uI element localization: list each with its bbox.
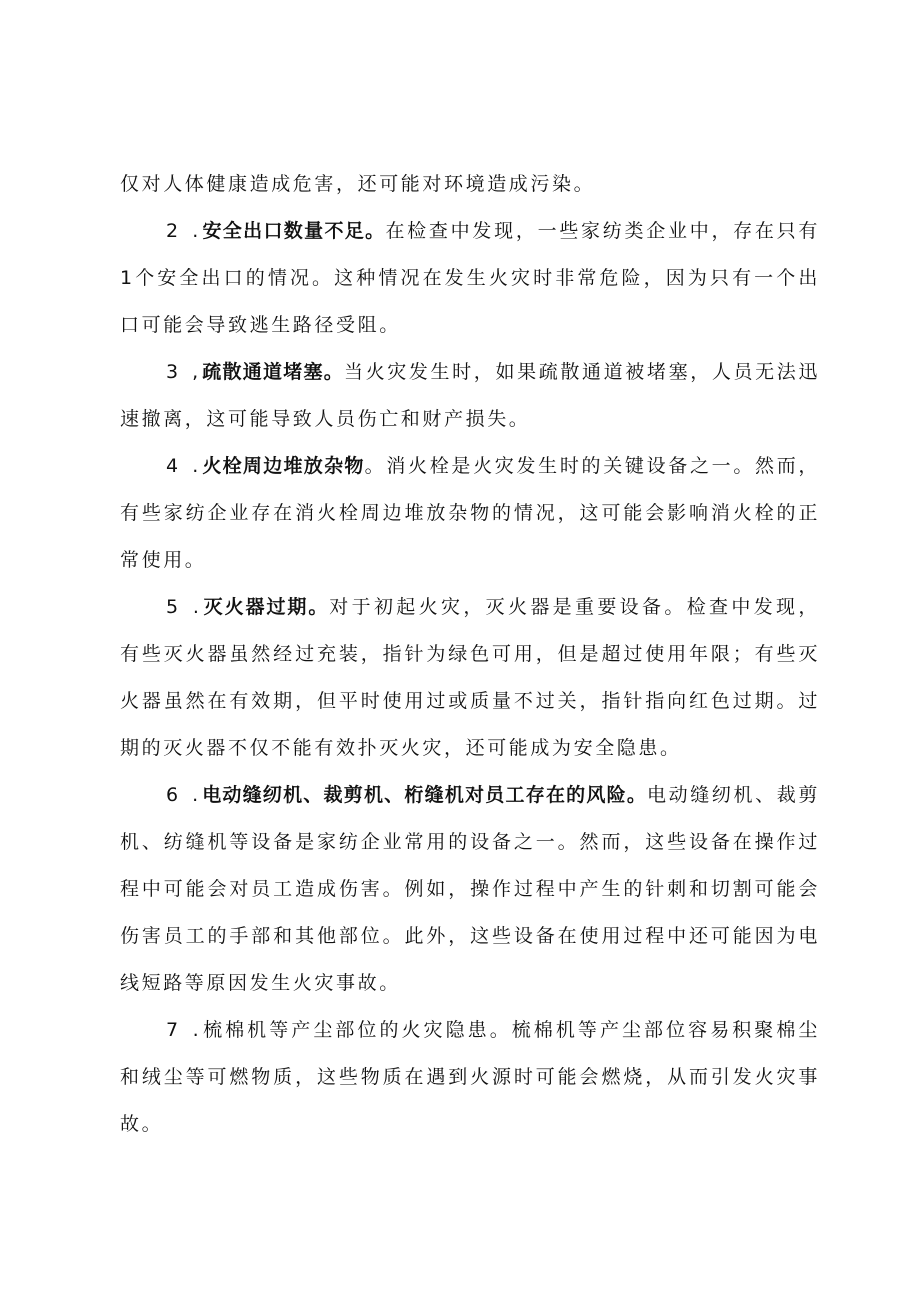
paragraph-item-2: [120, 208, 820, 349]
paragraph-item-4: [120, 443, 820, 584]
document-body: [120, 161, 820, 1148]
paragraph-item-7: [120, 1007, 820, 1148]
item-text: 电动缝纫机、裁剪机、纺缝机等设备是家纺企业常用的设备之一。然而，这些设备在操作过程中可能会对员工造成伤害。例如，操作过程中产生的针刺和切割可能会伤害员工的手部和其他部位。此外，这些设备在使用过程中还可能因为电线短路等原因发生火灾事故。: [120, 784, 820, 994]
item-number: 4 .: [166, 455, 203, 477]
paragraph-item-6: [120, 772, 820, 1007]
paragraph-item-5: [120, 584, 820, 772]
item-number: 3 ,: [166, 361, 203, 383]
item-number: 7 .: [166, 1019, 203, 1041]
paragraph-item-3: [120, 349, 820, 443]
item-heading: 疏散通道堵塞。: [202, 361, 344, 383]
paragraph-text: 仅对人体健康造成危害，还可能对环境造成污染。: [120, 173, 596, 195]
item-text: 当火灾发生时，如果疏散通道被堵塞，人员无法迅速撤离，这可能导致人员伤亡和财产损失。: [120, 361, 821, 430]
item-heading: 电动缝纫机、裁剪机、桁缝机对员工存在的风险。: [202, 784, 648, 806]
item-text: 在检查中发现，一些家纺类企业中，存在只有1个安全出口的情况。这种情况在发生火灾时非常危险，因为只有一个出口可能会导致逃生路径受阻。: [120, 220, 820, 336]
item-text: 对于初起火灾，灭火器是重要设备。检查中发现，有些灭火器虽然经过充装，指针为绿色可用，但是超过使用年限；有些灭火器虽然在有效期，但平时使用过或质量不过关，指针指向红色过期。过期的灭火器不仅不能有效扑灭火灾，还可能成为安全隐患。: [120, 596, 820, 759]
item-number: 5 .: [166, 596, 203, 618]
item-text: 梳棉机等产尘部位的火灾隐患。梳棉机等产尘部位容易积聚棉尘和绒尘等可燃物质，这些物质在遇到火源时可能会燃烧，从而引发火灾事故。: [120, 1019, 820, 1135]
item-text: 。消火栓是火灾发生时的关键设备之一。然而，有些家纺企业存在消火栓周边堆放杂物的情况，这可能会影响消火栓的正常使用。: [120, 455, 820, 571]
paragraph-continuation: [120, 161, 820, 208]
item-number: 2 .: [166, 220, 203, 242]
item-heading: 安全出口数量不足。: [202, 220, 386, 242]
item-heading: 灭火器过期。: [202, 596, 330, 618]
item-number: 6 .: [166, 784, 203, 806]
item-heading: 火栓周边堆放杂物: [202, 455, 365, 477]
